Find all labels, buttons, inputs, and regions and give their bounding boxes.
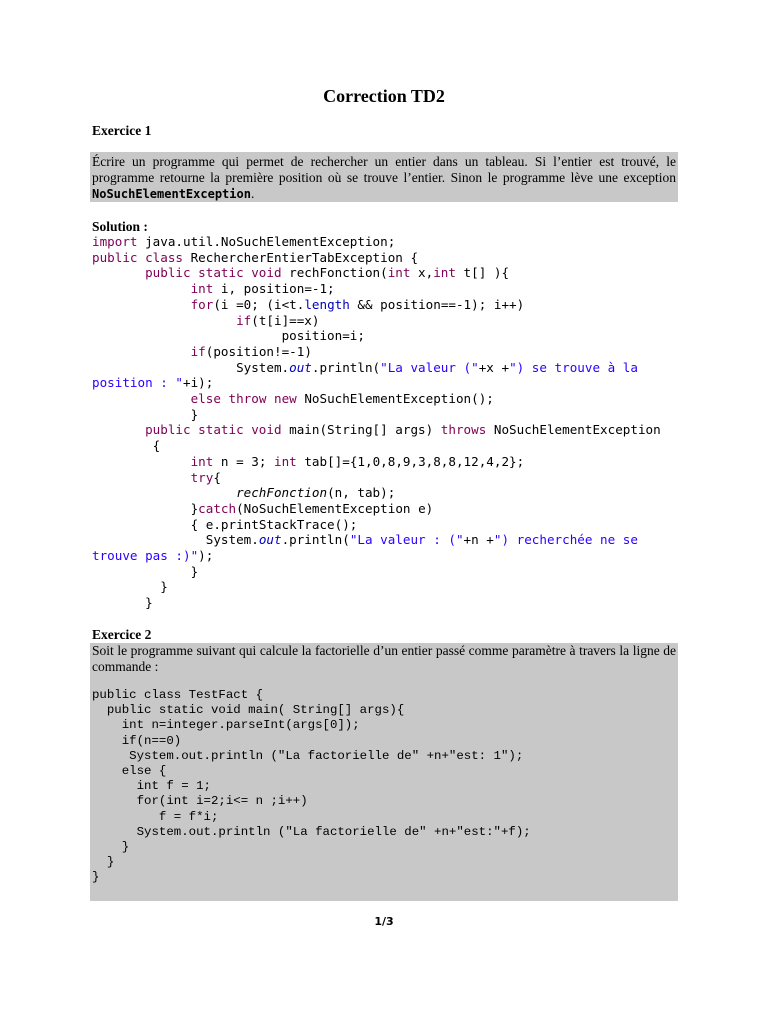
statement-line-1: Écrire un programme qui permet de rechercher un entier dans un tableau. Si l’entier est trouvé, le — [92, 154, 676, 169]
page-title: Correction TD2 — [323, 86, 445, 106]
statement-line-2: programme retourne la première position où se trouve l’entier. Sinon le programme lève une exception — [92, 170, 676, 185]
code-line: System.out.println ("La factorielle de" +n+"est:"+f); — [92, 824, 531, 839]
exercise1-statement: Écrire un programme qui permet de rechercher un entier dans un tableau. Si l’entier est trouvé, le programme retourne la première position où se trouve l’entier. Sinon le programme lève une exception NoSuchElementException. — [92, 154, 676, 201]
exercise1-solution-code: import java.util.NoSuchElementException; public class RechercherEntierTabException { public static void rechFonction(int x,int t[] ){ int i, position=-1; for(i =0; (i<t.length && position==-1); i++) if(t[i]==x) position=i; if(position!=-1) System.out.println("La valeur ("+x +") se trouve à la position : "+i); else throw new NoSuchElementException(); } public static void main(String[] args) throws NoSuchElementException { int n = 3; int tab[]={1,0,8,9,3,8,8,12,4,2}; try{ rechFonction(n, tab); }catch(NoSuchElementException e) { e.printStackTrace(); System.out.println("La valeur : ("+n +") recherchée ne se trouve pas :)"); } } } — [92, 234, 661, 611]
solution-label: Solution : — [92, 219, 148, 234]
code-line: } — [92, 840, 130, 855]
code-line: int f = 1; — [92, 779, 211, 794]
exercise2-heading: Exercice 2 — [92, 627, 152, 642]
code-line: public static void main( String[] args){ — [92, 703, 405, 718]
page-number: 1/3 — [374, 915, 394, 928]
exercise2-box — [90, 643, 678, 901]
code-line: f = f*i; — [92, 809, 219, 824]
exception-name: NoSuchElementException — [92, 187, 251, 201]
code-line: public class TestFact { — [92, 688, 264, 702]
code-line: for(int i=2;i<= n ;i++) — [92, 794, 308, 809]
code-line: if(n==0) — [92, 733, 182, 748]
code-line: } — [92, 855, 115, 870]
exercise2-intro: Soit le programme suivant qui calcule la factorielle d’un entier passé comme paramètre à travers la ligne de commande : — [92, 643, 676, 674]
code-line: else { — [92, 764, 167, 779]
code-line: int n=integer.parseInt(args[0]); — [92, 718, 360, 733]
code-line: System.out.println ("La factorielle de" +n+"est: 1"); — [92, 748, 524, 763]
exercise2-code — [92, 688, 678, 886]
code-line: } — [92, 870, 100, 885]
exercise1-statement-box — [90, 152, 678, 202]
exercise1-heading: Exercice 1 — [92, 123, 152, 138]
